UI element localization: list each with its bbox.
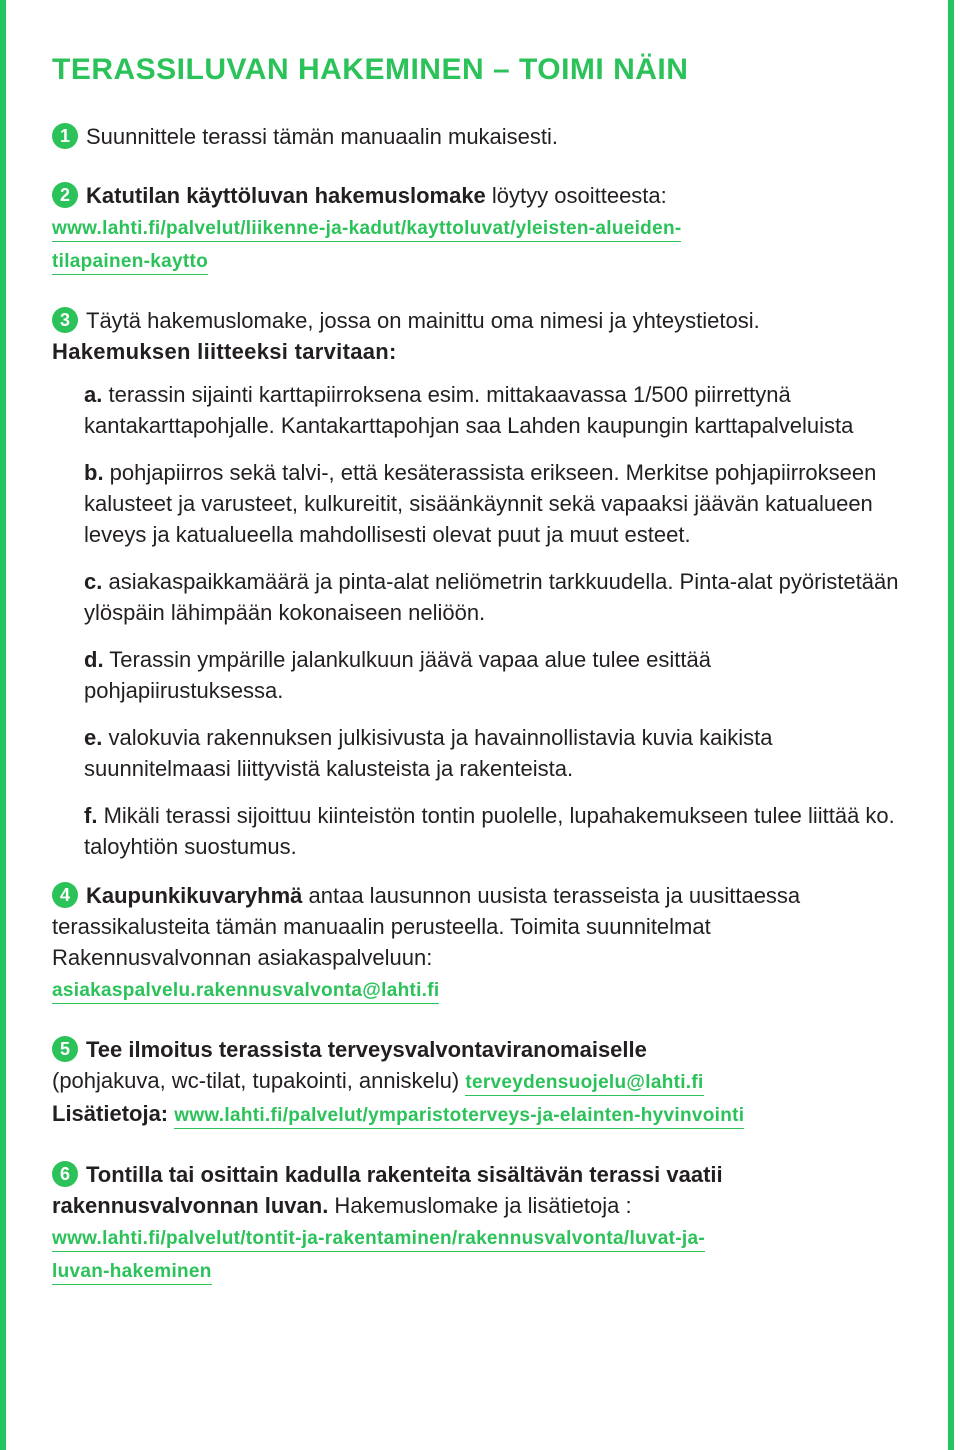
item-label: c. (84, 569, 103, 594)
attachments-heading: Hakemuksen liitteeksi tarvitaan: (52, 339, 397, 364)
building-permit-link[interactable]: www.lahti.fi/palvelut/tontit-ja-rakentaminen/rakennusvalvonta/luvat-ja- (52, 1228, 705, 1252)
item-text: Terassin ympärille jalankulkuun jäävä vapaa alue tulee esittää pohjapiirustuksessa. (84, 647, 711, 703)
step-text: löytyy osoitteesta: (485, 183, 667, 208)
permit-form-link[interactable]: www.lahti.fi/palvelut/liikenne-ja-kadut/kayttoluvat/yleisten-alueiden- (52, 218, 681, 242)
step-bold-text: Katutilan käyttöluvan hakemuslomake (86, 183, 486, 208)
item-label: d. (84, 647, 104, 672)
step-text: (pohjakuva, wc-tilat, tupakointi, anniskelu) (52, 1068, 460, 1093)
building-control-email-link[interactable]: asiakaspalvelu.rakennusvalvonta@lahti.fi (52, 980, 439, 1004)
step-number-badge: 5 (52, 1036, 78, 1062)
item-text: terassin sijainti karttapiirroksena esim. mittakaavassa 1/500 piirrettynä kantakarttapohjalle. Kantakarttapohjan saa Lahden kaupungin karttapalveluista (84, 382, 854, 438)
step-5 (52, 1034, 912, 1131)
attachment-item (84, 379, 912, 441)
step-text: antaa lausunnon uusista terasseista ja uusittaessa terassikalusteita tämän manuaalin perusteella. Toimita suunnitelmat Rakennusvalvonnan asiakaspalveluun: (52, 883, 801, 970)
attachment-item (84, 800, 912, 862)
step-3 (52, 305, 912, 862)
permit-form-link-cont[interactable]: tilapainen-kaytto (52, 251, 208, 275)
attachment-item (84, 644, 912, 706)
attachment-item (84, 457, 912, 550)
step-number-badge: 6 (52, 1161, 78, 1187)
item-text: pohjapiirros sekä talvi-, että kesäterassista erikseen. Merkitse pohjapiirrokseen kalusteet ja varusteet, kulkureitit, sisäänkäynnit sekä vapaaksi jäävän katualueen leveys ja katualueella mahdollisesti olevat puut ja muut esteet. (84, 460, 877, 547)
health-email-link[interactable]: terveydensuojelu@lahti.fi (465, 1072, 703, 1096)
attachment-item (84, 566, 912, 628)
building-permit-link-cont[interactable]: luvan-hakeminen (52, 1261, 212, 1285)
step-text: Hakemuslomake ja lisätietoja : (328, 1193, 632, 1218)
step-number-badge: 2 (52, 182, 78, 208)
step-6 (52, 1159, 912, 1287)
step-bold-text: Kaupunkikuvaryhmä (86, 883, 303, 908)
item-text: Mikäli terassi sijoittuu kiinteistön tontin puolelle, lupahakemukseen tulee liittää ko. taloyhtiön suostumus. (84, 803, 895, 859)
item-label: e. (84, 725, 103, 750)
item-label: a. (84, 382, 103, 407)
step-text: Täytä hakemuslomake, jossa on mainittu oma nimesi ja yhteystietosi. (86, 308, 760, 333)
page-title: TERASSILUVAN HAKEMINEN – TOIMI NÄIN (52, 53, 689, 86)
step-4 (52, 880, 912, 1006)
item-label: f. (84, 803, 98, 828)
step-number-badge: 1 (52, 123, 78, 149)
item-text: asiakaspaikkamäärä ja pinta-alat neliömetrin tarkkuudella. Pinta-alat pyöristetään ylöspäin lähimpään kokonaiseen neliöön. (84, 569, 899, 625)
step-number-badge: 4 (52, 882, 78, 908)
document-content (52, 50, 912, 1315)
step-bold-text: Tee ilmoitus terassista terveysvalvontaviranomaiselle (86, 1037, 647, 1062)
attachment-item (84, 722, 912, 784)
more-info-label: Lisätietoja: (52, 1101, 169, 1126)
step-number-badge: 3 (52, 307, 78, 333)
environmental-health-link[interactable]: www.lahti.fi/palvelut/ymparistoterveys-ja-elainten-hyvinvointi (174, 1105, 744, 1129)
step-bold-text: Tontilla tai osittain kadulla rakenteita sisältävän terassi vaatii rakennusvalvonnan luvan. (52, 1162, 723, 1218)
step-text: Suunnittele terassi tämän manuaalin mukaisesti. (86, 124, 559, 149)
item-label: b. (84, 460, 104, 485)
step-1 (52, 121, 912, 152)
item-text: valokuvia rakennuksen julkisivusta ja havainnollistavia kuvia kaikista suunnitelmaasi liittyvistä kalusteista ja rakenteista. (84, 725, 773, 781)
step-2 (52, 180, 912, 277)
